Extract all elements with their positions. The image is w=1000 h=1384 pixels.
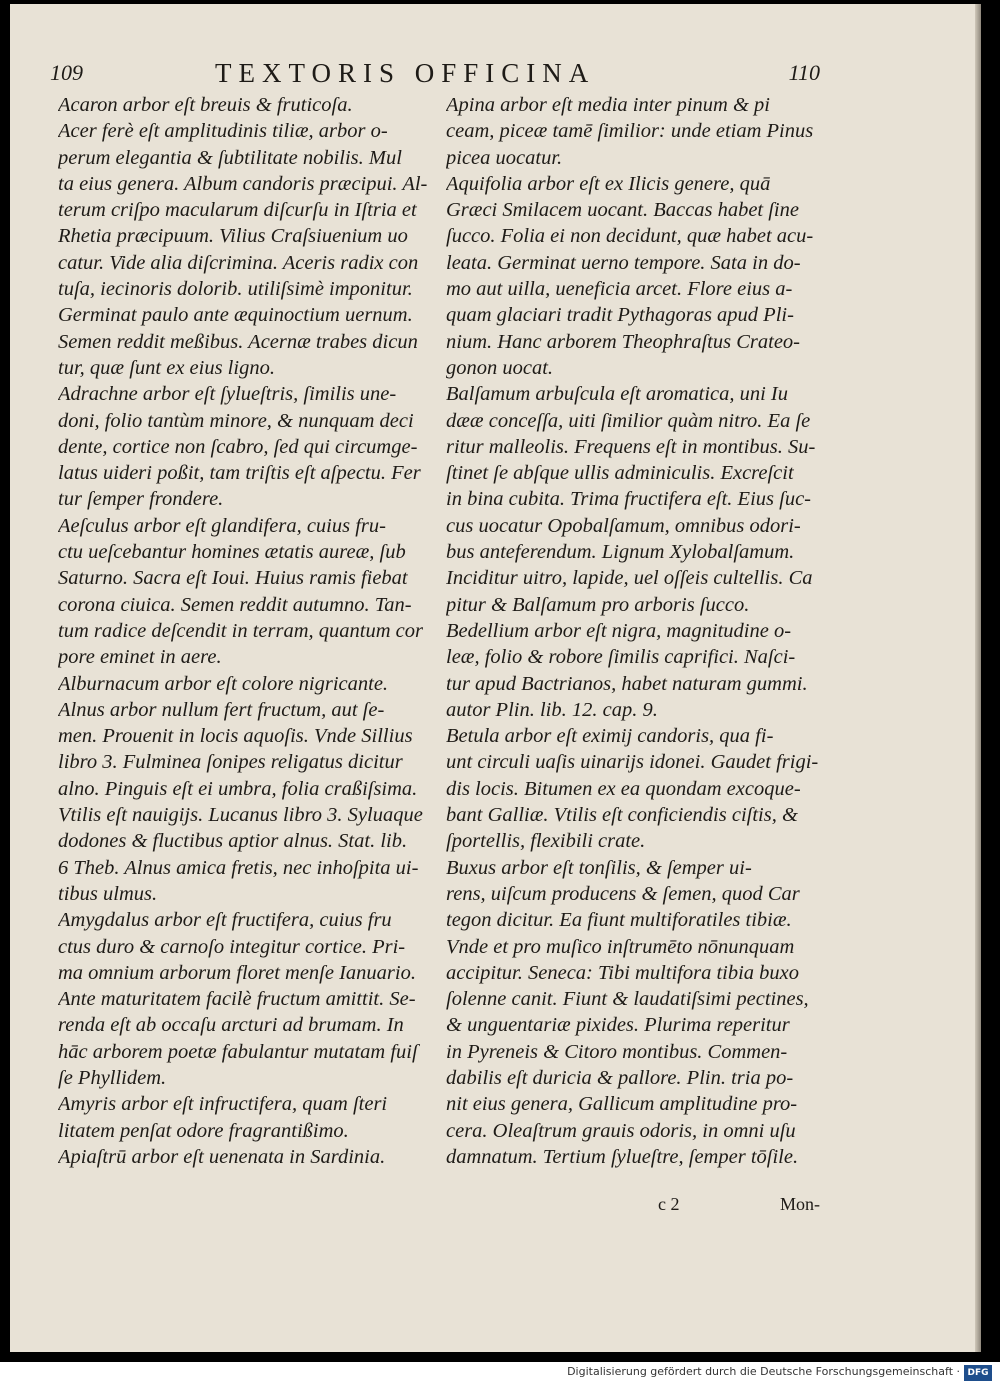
text-line: hāc arborem poetæ fabulantur mutatam fuiſ bbox=[58, 1040, 418, 1063]
text-line: in bina cubita. Trima fructifera eſt. Eius ſuc- bbox=[446, 488, 811, 511]
text-line: Inciditur uitro, lapide, uel oſſeis cultellis. Ca bbox=[446, 567, 813, 590]
text-line: ma omnium arborum floret menſe Ianuario. bbox=[58, 961, 416, 984]
text-line: ta eius genera. Album candoris præcipui. Al- bbox=[58, 172, 428, 195]
text-line: bus anteferendum. Lignum Xylobalſamum. bbox=[446, 541, 795, 564]
credit-bar bbox=[0, 1362, 1000, 1384]
text-line: Germinat paulo ante æquinoctium uernum. bbox=[58, 304, 413, 327]
text-line: latus uideri poßit, tam triſtis eſt aſpectu. Fer bbox=[58, 462, 421, 485]
text-line: tibus ulmus. bbox=[58, 882, 158, 905]
text-line: cera. Oleaſtrum grauis odoris, in omni uſu bbox=[446, 1119, 796, 1142]
text-line: nit eius genera, Gallicum amplitudine pro- bbox=[446, 1093, 798, 1116]
signature-mark: c 2 bbox=[658, 1194, 680, 1214]
text-line: doni, folio tantùm minore, & nunquam deci bbox=[58, 409, 414, 432]
text-line: ſtinet ſe abſque ullis adminiculis. Excreſcit bbox=[446, 462, 794, 485]
text-line: gonon uocat. bbox=[446, 356, 554, 379]
folio-left: 109 bbox=[50, 60, 83, 85]
right-column bbox=[446, 92, 820, 1170]
text-line: tegon dicitur. Ea fiunt multiforatiles tibiæ. bbox=[446, 909, 792, 932]
text-line: Betula arbor eſt eximij candoris, qua fi- bbox=[446, 725, 774, 748]
text-line: perum elegantia & ſubtilitate nobilis. Mul bbox=[58, 146, 402, 169]
text-line: Rhetia præcipuum. Vilius Craſsiuenium uo bbox=[58, 225, 408, 248]
text-line: picea uocatur. bbox=[446, 146, 563, 169]
text-line: catur. Vide alia diſcrimina. Aceris radix con bbox=[58, 251, 419, 274]
text-line: mo aut uilla, ueneficia arcet. Flore eius a- bbox=[446, 278, 793, 301]
text-line: quam glaciari tradit Pythagoras apud Pli- bbox=[446, 304, 794, 327]
text-line: Vtilis eſt nauigijs. Lucanus libro 3. Syluaque bbox=[58, 804, 423, 827]
text-line: tur, quæ ſunt ex eius ligno. bbox=[58, 356, 275, 379]
text-line: Adrachne arbor eſt ſylueſtris, ſimilis une- bbox=[58, 383, 397, 406]
text-line: dodones & fluctibus aptior alnus. Stat. lib. bbox=[58, 830, 408, 853]
text-line: in Pyreneis & Citoro montibus. Commen- bbox=[446, 1040, 788, 1063]
text-line: & unguentariæ pixides. Plurima reperitur bbox=[446, 1014, 790, 1037]
text-line: Alburnacum arbor eſt colore nigricante. bbox=[58, 672, 389, 695]
text-line: Semen reddit meßibus. Acernæ trabes dicun bbox=[58, 330, 418, 353]
text-line: autor Plin. lib. 12. cap. 9. bbox=[446, 698, 658, 721]
text-line: Acer ferè eſt amplitudinis tiliæ, arbor o- bbox=[58, 120, 388, 143]
text-line: Alnus arbor nullum fert fructum, aut ſe- bbox=[58, 698, 385, 721]
running-head bbox=[50, 60, 820, 96]
text-line: ſucco. Folia ei non decidunt, quæ habet acu- bbox=[446, 225, 814, 248]
text-line: leata. Germinat uerno tempore. Sata in do- bbox=[446, 251, 801, 274]
text-line: Amyris arbor eſt infructifera, quam ſteri bbox=[58, 1093, 388, 1116]
text-line: pitur & Balſamum pro arboris ſucco. bbox=[446, 593, 750, 616]
text-line: damnatum. Tertium ſylueſtre, ſemper tōſile. bbox=[446, 1145, 799, 1168]
text-line: 6 Theb. Alnus amica fretis, nec inhoſpita ui- bbox=[58, 856, 419, 879]
text-line: ctu ueſcebantur homines ætatis aureæ, ſub bbox=[58, 541, 406, 564]
text-line: Aeſculus arbor eſt glandifera, cuius fru- bbox=[58, 514, 386, 537]
text-line: terum criſpo macularum diſcurſu in Iſtria et bbox=[58, 199, 417, 222]
text-line: pore eminet in aere. bbox=[58, 646, 222, 669]
text-line: nium. Hanc arborem Theophraſtus Crateo- bbox=[446, 330, 800, 353]
text-line: ctus duro & carnoſo integitur cortice. Pri- bbox=[58, 935, 406, 958]
text-line: litatem penſat odore fragrantißimo. bbox=[58, 1119, 349, 1142]
text-line: tuſa, iecinoris dolorib. utiliſsimè imponitur. bbox=[58, 278, 413, 301]
page-footer bbox=[446, 1194, 820, 1218]
text-line: renda eſt ab occaſu arcturi ad brumam. In bbox=[58, 1014, 404, 1037]
text-line: ſolenne canit. Fiunt & laudatiſsimi pectines, bbox=[446, 988, 809, 1011]
text-line: leæ, folio & robore ſimilis caprifici. Naſci- bbox=[446, 646, 796, 669]
left-column bbox=[58, 92, 434, 1170]
text-line: ſe Phyllidem. bbox=[58, 1066, 167, 1089]
text-line: Ante maturitatem facilè fructum amittit. Se- bbox=[58, 988, 416, 1011]
text-line: Saturno. Sacra eſt Ioui. Huius ramis fiebat bbox=[58, 567, 408, 590]
text-line: bant Galliæ. Vtilis eſt conficiendis ciſtis, & bbox=[446, 804, 798, 827]
text-line: Aquifolia arbor eſt ex Ilicis genere, quā bbox=[446, 172, 771, 195]
text-line: tum radice deſcendit in terram, quantum cor bbox=[58, 619, 423, 642]
text-line: accipitur. Seneca: Tibi multifora tibia buxo bbox=[446, 961, 800, 984]
text-line: ritur malleolis. Frequens eſt in montibus. Su- bbox=[446, 435, 816, 458]
text-line: ceam, piceæ tamē ſimilior: unde etiam Pinus bbox=[446, 120, 814, 143]
text-line: Acaron arbor eſt breuis & fruticoſa. bbox=[58, 94, 353, 116]
text-line: dabilis eſt duricia & pallore. Plin. tria po- bbox=[446, 1066, 794, 1089]
text-line: men. Prouenit in locis aquoſis. Vnde Sillius bbox=[58, 725, 413, 748]
folio-right: 110 bbox=[788, 60, 820, 85]
text-line: dis locis. Bitumen ex ea quondam excoque- bbox=[446, 777, 801, 800]
text-line: dææ conceſſa, uiti ſimilior quàm nitro. Ea ſe bbox=[446, 409, 811, 432]
page-title: TEXTORIS OFFICINA bbox=[215, 58, 596, 88]
text-line: Buxus arbor eſt tonſilis, & ſemper ui- bbox=[446, 856, 752, 879]
dfg-logo: DFG bbox=[964, 1365, 992, 1381]
text-line: Amygdalus arbor eſt fructifera, cuius fru bbox=[58, 909, 392, 932]
text-line: tur apud Bactrianos, habet naturam gummi. bbox=[446, 672, 808, 695]
text-line: alno. Pinguis eſt ei umbra, folia craßiſsima. bbox=[58, 777, 418, 800]
text-line: Vnde et pro muſico inſtrumēto nōnunquam bbox=[446, 935, 795, 958]
text-line: unt circuli uaſis uinarijs idonei. Gaudet frigi- bbox=[446, 751, 819, 774]
text-line: Bedellium arbor eſt nigra, magnitudine o- bbox=[446, 619, 792, 642]
text-line: rens, uiſcum producens & ſemen, quod Car bbox=[446, 882, 800, 905]
text-line: cus uocatur Opobalſamum, omnibus odori- bbox=[446, 514, 801, 537]
text-line: Græci Smilacem uocant. Baccas habet ſine bbox=[446, 199, 799, 222]
text-line: ſportellis, flexibili crate. bbox=[446, 830, 646, 853]
text-line: libro 3. Fulminea ſonipes religatus dicitur bbox=[58, 751, 403, 774]
text-line: Apina arbor eſt media inter pinum & pi bbox=[446, 94, 770, 116]
catchword: Mon- bbox=[780, 1194, 820, 1214]
text-line: dente, cortice non ſcabro, ſed qui circumge- bbox=[58, 435, 418, 458]
credit-text: Digitalisierung gefördert durch die Deutsche Forschungsgemeinschaft · bbox=[567, 1365, 960, 1378]
text-line: Balſamum arbuſcula eſt aromatica, uni Iu bbox=[446, 383, 789, 406]
text-line: corona ciuica. Semen reddit autumno. Tan- bbox=[58, 593, 412, 616]
text-line: tur ſemper frondere. bbox=[58, 488, 224, 511]
page-edge bbox=[975, 4, 981, 1352]
text-line: Apiaſtrū arbor eſt uenenata in Sardinia. bbox=[58, 1145, 386, 1168]
